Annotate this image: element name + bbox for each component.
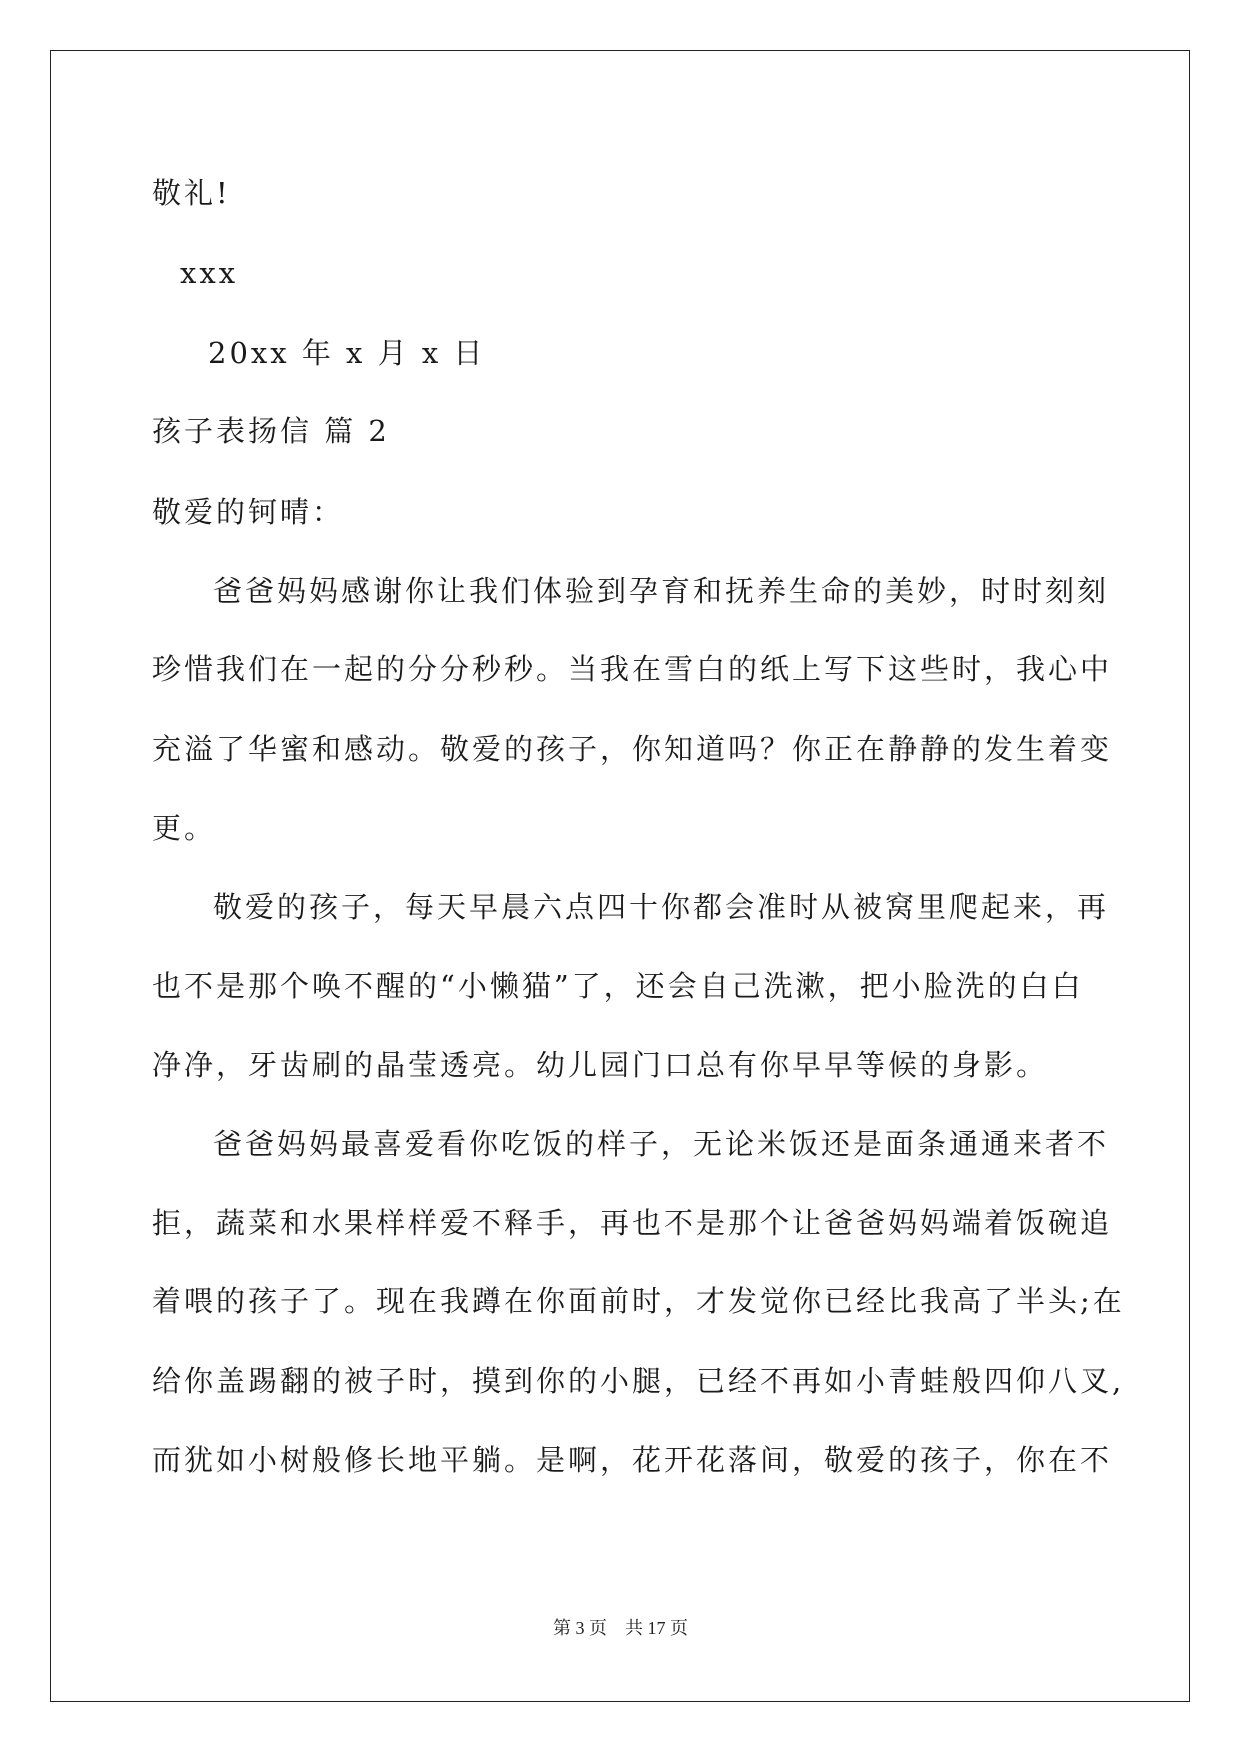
body-line: 更。 xyxy=(152,811,217,845)
closing-salutation: 敬礼! xyxy=(152,176,231,210)
body-line: 拒，蔬菜和水果样样爱不释手，再也不是那个让爸爸妈妈端着饭碗追 xyxy=(152,1206,1113,1240)
signature-name: xxx xyxy=(180,256,239,290)
body-line: 也不是那个唤不醒的“小懒猫”了，还会自己洗漱，把小脸洗的白白 xyxy=(152,969,1084,1003)
body-line: 着喂的孩子了。现在我蹲在你面前时，才发觉你已经比我高了半头;在 xyxy=(152,1284,1125,1318)
signature-date: 20xx 年 x 月 x 日 xyxy=(208,336,486,370)
body-line: 爸爸妈妈感谢你让我们体验到孕育和抚养生命的美妙，时时刻刻 xyxy=(213,574,1110,608)
body-line: 而犹如小树般修长地平躺。是啊，花开花落间，敬爱的孩子，你在不 xyxy=(152,1443,1113,1477)
body-line: 充溢了华蜜和感动。敬爱的孩子，你知道吗？你正在静静的发生着变 xyxy=(152,732,1113,766)
body-line: 敬爱的孩子，每天早晨六点四十你都会准时从被窝里爬起来，再 xyxy=(213,890,1110,924)
body-line: 爸爸妈妈最喜爱看你吃饭的样子，无论米饭还是面条通通来者不 xyxy=(213,1127,1110,1161)
greeting: 敬爱的钶晴： xyxy=(152,495,345,529)
body-line: 净净，牙齿刷的晶莹透亮。幼儿园门口总有你早早等候的身影。 xyxy=(152,1048,1049,1082)
section-heading: 孩子表扬信 篇 2 xyxy=(152,414,390,448)
body-line: 给你盖踢翻的被子时，摸到你的小腿，已经不再如小青蛙般四仰八叉, xyxy=(152,1364,1125,1398)
body-line: 珍惜我们在一起的分分秒秒。当我在雪白的纸上写下这些时，我心中 xyxy=(152,652,1113,686)
page-number-footer: 第 3 页 共 17 页 xyxy=(553,1618,688,1638)
